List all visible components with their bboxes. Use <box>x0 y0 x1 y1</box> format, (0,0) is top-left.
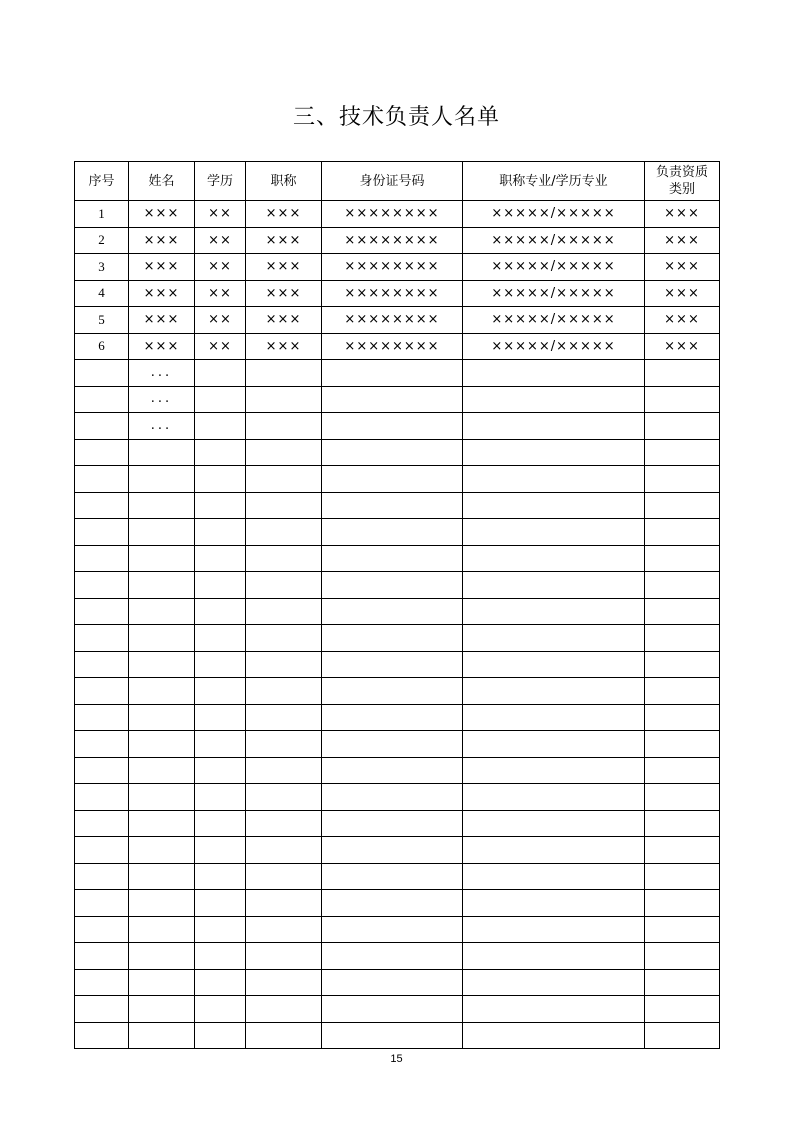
cell-seq <box>75 916 129 943</box>
cell-qualification-type <box>645 863 720 890</box>
cell-title <box>246 996 322 1023</box>
table-row <box>75 254 720 281</box>
table-row <box>75 943 720 970</box>
cell-qualification-type <box>645 837 720 864</box>
cell-seq <box>75 545 129 572</box>
cell-title <box>246 1022 322 1049</box>
cell-major <box>463 996 645 1023</box>
cell-title <box>246 439 322 466</box>
cell-title <box>246 863 322 890</box>
cell-major: ×××××/××××× <box>463 307 645 334</box>
cell-major <box>463 837 645 864</box>
cell-seq <box>75 519 129 546</box>
cell-major <box>463 413 645 440</box>
header-qualification-type: 负责资质类别 <box>645 162 720 201</box>
cell-qualification-type <box>645 704 720 731</box>
table-row <box>75 704 720 731</box>
cell-title: ××× <box>246 254 322 281</box>
cell-name <box>129 651 195 678</box>
cell-title <box>246 598 322 625</box>
cell-name <box>129 492 195 519</box>
cell-education: ×× <box>195 254 246 281</box>
cell-seq <box>75 863 129 890</box>
cell-qualification-type <box>645 916 720 943</box>
table-row <box>75 890 720 917</box>
cell-title <box>246 969 322 996</box>
cell-id-number <box>322 916 463 943</box>
cell-education <box>195 1022 246 1049</box>
cell-major <box>463 625 645 652</box>
cell-name <box>129 890 195 917</box>
cell-name <box>129 731 195 758</box>
cell-qualification-type <box>645 598 720 625</box>
cell-id-number <box>322 678 463 705</box>
cell-seq: 6 <box>75 333 129 360</box>
table-row <box>75 466 720 493</box>
cell-title <box>246 837 322 864</box>
cell-seq <box>75 704 129 731</box>
cell-seq <box>75 810 129 837</box>
cell-education: ×× <box>195 307 246 334</box>
cell-major <box>463 572 645 599</box>
cell-id-number <box>322 360 463 387</box>
header-education: 学历 <box>195 162 246 201</box>
cell-major <box>463 492 645 519</box>
cell-id-number <box>322 598 463 625</box>
cell-title <box>246 519 322 546</box>
header-title: 职称 <box>246 162 322 201</box>
cell-id-number <box>322 890 463 917</box>
cell-id-number: ×××××××× <box>322 254 463 281</box>
cell-seq: 3 <box>75 254 129 281</box>
cell-id-number <box>322 810 463 837</box>
cell-title <box>246 572 322 599</box>
table-row <box>75 969 720 996</box>
cell-seq <box>75 572 129 599</box>
cell-seq <box>75 466 129 493</box>
cell-major: ×××××/××××× <box>463 333 645 360</box>
cell-seq <box>75 678 129 705</box>
table-row <box>75 784 720 811</box>
cell-id-number <box>322 731 463 758</box>
cell-id-number <box>322 651 463 678</box>
cell-name <box>129 439 195 466</box>
cell-seq: 2 <box>75 227 129 254</box>
cell-major <box>463 439 645 466</box>
cell-name <box>129 519 195 546</box>
cell-seq <box>75 439 129 466</box>
table-row <box>75 757 720 784</box>
cell-id-number <box>322 784 463 811</box>
cell-education <box>195 863 246 890</box>
cell-id-number <box>322 969 463 996</box>
cell-title <box>246 360 322 387</box>
table-row <box>75 545 720 572</box>
cell-name <box>129 810 195 837</box>
cell-name <box>129 598 195 625</box>
technical-leaders-table <box>74 161 720 1049</box>
cell-education <box>195 572 246 599</box>
cell-title <box>246 492 322 519</box>
table-row <box>75 307 720 334</box>
cell-id-number <box>322 413 463 440</box>
cell-qualification-type <box>645 519 720 546</box>
cell-qualification-type <box>645 678 720 705</box>
cell-qualification-type <box>645 466 720 493</box>
cell-education <box>195 731 246 758</box>
cell-title <box>246 731 322 758</box>
cell-seq <box>75 625 129 652</box>
cell-qualification-type <box>645 731 720 758</box>
cell-qualification-type <box>645 810 720 837</box>
cell-id-number: ×××××××× <box>322 333 463 360</box>
cell-title <box>246 651 322 678</box>
cell-id-number <box>322 996 463 1023</box>
cell-title <box>246 890 322 917</box>
cell-qualification-type <box>645 360 720 387</box>
cell-seq <box>75 784 129 811</box>
table-row <box>75 519 720 546</box>
table-row <box>75 201 720 228</box>
cell-name <box>129 1022 195 1049</box>
cell-qualification-type <box>645 784 720 811</box>
cell-education <box>195 413 246 440</box>
cell-id-number <box>322 545 463 572</box>
table-row <box>75 360 720 387</box>
cell-name: ××× <box>129 254 195 281</box>
cell-name <box>129 784 195 811</box>
cell-education <box>195 466 246 493</box>
cell-qualification-type <box>645 439 720 466</box>
cell-major <box>463 360 645 387</box>
cell-id-number <box>322 1022 463 1049</box>
header-name: 姓名 <box>129 162 195 201</box>
cell-major <box>463 784 645 811</box>
table-row <box>75 492 720 519</box>
cell-education <box>195 757 246 784</box>
cell-education <box>195 651 246 678</box>
cell-major: ×××××/××××× <box>463 254 645 281</box>
cell-education: ×× <box>195 227 246 254</box>
cell-name <box>129 837 195 864</box>
cell-seq <box>75 890 129 917</box>
table-row <box>75 863 720 890</box>
table-row <box>75 916 720 943</box>
cell-id-number <box>322 386 463 413</box>
cell-education <box>195 439 246 466</box>
cell-name <box>129 863 195 890</box>
cell-id-number <box>322 572 463 599</box>
cell-major <box>463 598 645 625</box>
cell-name: ××× <box>129 333 195 360</box>
cell-title: ××× <box>246 307 322 334</box>
cell-qualification-type <box>645 572 720 599</box>
cell-education <box>195 492 246 519</box>
cell-education: ×× <box>195 333 246 360</box>
cell-id-number <box>322 466 463 493</box>
cell-title <box>246 545 322 572</box>
table-row <box>75 386 720 413</box>
cell-name <box>129 678 195 705</box>
cell-id-number: ×××××××× <box>322 280 463 307</box>
cell-id-number <box>322 863 463 890</box>
cell-qualification-type <box>645 757 720 784</box>
cell-education <box>195 360 246 387</box>
cell-qualification-type: ××× <box>645 254 720 281</box>
cell-name <box>129 757 195 784</box>
cell-seq <box>75 1022 129 1049</box>
cell-major <box>463 519 645 546</box>
cell-education <box>195 916 246 943</box>
cell-seq <box>75 969 129 996</box>
table-row <box>75 678 720 705</box>
cell-name <box>129 625 195 652</box>
cell-qualification-type <box>645 492 720 519</box>
cell-title <box>246 784 322 811</box>
cell-education <box>195 943 246 970</box>
cell-major <box>463 731 645 758</box>
cell-major: ×××××/××××× <box>463 280 645 307</box>
cell-name <box>129 996 195 1023</box>
cell-id-number <box>322 943 463 970</box>
page-number: 15 <box>390 1053 403 1065</box>
table-row <box>75 227 720 254</box>
cell-seq <box>75 943 129 970</box>
cell-title <box>246 916 322 943</box>
cell-major <box>463 890 645 917</box>
cell-major <box>463 651 645 678</box>
cell-seq: 5 <box>75 307 129 334</box>
table-row <box>75 625 720 652</box>
cell-title: ××× <box>246 201 322 228</box>
table-row <box>75 810 720 837</box>
cell-name: ××× <box>129 280 195 307</box>
table-row <box>75 598 720 625</box>
cell-education <box>195 625 246 652</box>
cell-education <box>195 810 246 837</box>
table-row <box>75 996 720 1023</box>
table-row <box>75 572 720 599</box>
cell-title <box>246 704 322 731</box>
cell-qualification-type <box>645 413 720 440</box>
table-row <box>75 413 720 440</box>
cell-major <box>463 704 645 731</box>
cell-major <box>463 466 645 493</box>
cell-name: ... <box>129 360 195 387</box>
cell-education <box>195 996 246 1023</box>
table-row <box>75 333 720 360</box>
cell-major <box>463 863 645 890</box>
table-row <box>75 731 720 758</box>
cell-id-number <box>322 837 463 864</box>
cell-id-number <box>322 625 463 652</box>
cell-name <box>129 943 195 970</box>
cell-title <box>246 810 322 837</box>
cell-name <box>129 704 195 731</box>
cell-id-number <box>322 704 463 731</box>
cell-name <box>129 969 195 996</box>
cell-major <box>463 916 645 943</box>
cell-id-number: ×××××××× <box>322 307 463 334</box>
cell-education: ×× <box>195 201 246 228</box>
cell-seq: 4 <box>75 280 129 307</box>
cell-seq <box>75 996 129 1023</box>
cell-seq: 1 <box>75 201 129 228</box>
cell-education <box>195 837 246 864</box>
cell-qualification-type: ××× <box>645 333 720 360</box>
cell-name <box>129 572 195 599</box>
cell-name: ××× <box>129 201 195 228</box>
cell-qualification-type <box>645 625 720 652</box>
cell-name: ××× <box>129 307 195 334</box>
cell-name <box>129 466 195 493</box>
header-major: 职称专业/学历专业 <box>463 162 645 201</box>
cell-title: ××× <box>246 280 322 307</box>
table-row <box>75 1022 720 1049</box>
cell-qualification-type <box>645 996 720 1023</box>
table-body <box>75 201 720 1049</box>
cell-qualification-type: ××× <box>645 307 720 334</box>
cell-qualification-type: ××× <box>645 280 720 307</box>
cell-name <box>129 916 195 943</box>
cell-id-number <box>322 492 463 519</box>
cell-qualification-type: ××× <box>645 201 720 228</box>
table-header-row <box>75 162 720 201</box>
cell-education <box>195 519 246 546</box>
cell-qualification-type: ××× <box>645 227 720 254</box>
header-seq: 序号 <box>75 162 129 201</box>
cell-title <box>246 625 322 652</box>
cell-education <box>195 704 246 731</box>
cell-seq <box>75 757 129 784</box>
cell-seq <box>75 413 129 440</box>
cell-major <box>463 810 645 837</box>
cell-major <box>463 969 645 996</box>
cell-title: ××× <box>246 333 322 360</box>
cell-name: ××× <box>129 227 195 254</box>
cell-major <box>463 545 645 572</box>
cell-title <box>246 386 322 413</box>
cell-education <box>195 890 246 917</box>
cell-major <box>463 757 645 784</box>
cell-title <box>246 943 322 970</box>
cell-education <box>195 386 246 413</box>
cell-major <box>463 678 645 705</box>
cell-title <box>246 757 322 784</box>
header-id-number: 身份证号码 <box>322 162 463 201</box>
cell-education <box>195 678 246 705</box>
cell-title <box>246 466 322 493</box>
cell-seq <box>75 837 129 864</box>
cell-education <box>195 598 246 625</box>
cell-title <box>246 413 322 440</box>
cell-title: ××× <box>246 227 322 254</box>
cell-seq <box>75 651 129 678</box>
page-title: 三、技术负责人名单 <box>292 105 500 130</box>
cell-qualification-type <box>645 969 720 996</box>
cell-id-number <box>322 439 463 466</box>
cell-id-number <box>322 757 463 784</box>
cell-qualification-type <box>645 943 720 970</box>
cell-id-number <box>322 519 463 546</box>
cell-qualification-type <box>645 545 720 572</box>
cell-education <box>195 545 246 572</box>
table-row <box>75 837 720 864</box>
cell-seq <box>75 731 129 758</box>
table-row <box>75 280 720 307</box>
cell-qualification-type <box>645 386 720 413</box>
cell-name: ... <box>129 413 195 440</box>
cell-major <box>463 1022 645 1049</box>
cell-seq <box>75 386 129 413</box>
cell-title <box>246 678 322 705</box>
cell-education: ×× <box>195 280 246 307</box>
cell-qualification-type <box>645 890 720 917</box>
table-row <box>75 439 720 466</box>
cell-qualification-type <box>645 651 720 678</box>
cell-major <box>463 386 645 413</box>
cell-education <box>195 969 246 996</box>
cell-education <box>195 784 246 811</box>
cell-seq <box>75 360 129 387</box>
cell-seq <box>75 492 129 519</box>
cell-seq <box>75 598 129 625</box>
cell-name: ... <box>129 386 195 413</box>
cell-qualification-type <box>645 1022 720 1049</box>
cell-id-number: ×××××××× <box>322 201 463 228</box>
cell-major: ×××××/××××× <box>463 227 645 254</box>
cell-major <box>463 943 645 970</box>
cell-id-number: ×××××××× <box>322 227 463 254</box>
cell-name <box>129 545 195 572</box>
table-row <box>75 651 720 678</box>
cell-major: ×××××/××××× <box>463 201 645 228</box>
